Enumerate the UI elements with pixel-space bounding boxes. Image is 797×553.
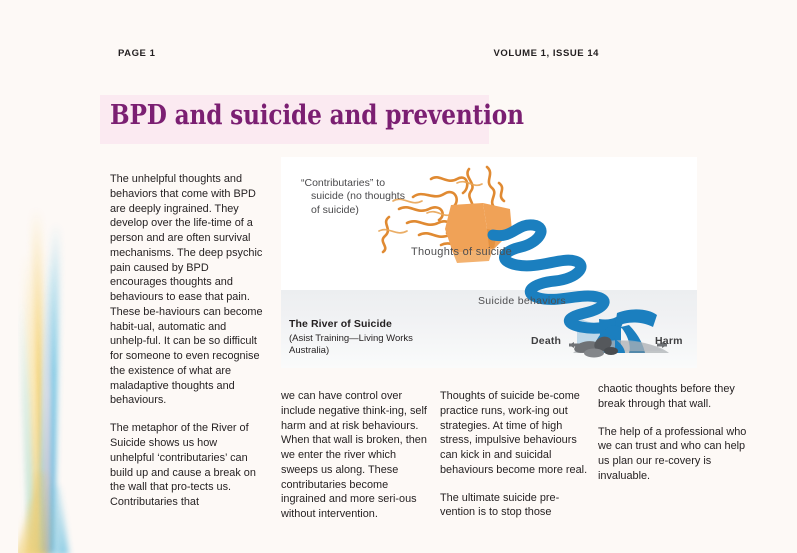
figure-label-contributaries-line1: “Contributaries” to — [301, 177, 386, 189]
figure-label-suicide-behaviors: Suicide behaviors — [478, 295, 566, 307]
body-column-1 — [110, 172, 264, 510]
body-column-4 — [598, 382, 750, 484]
paragraph: The unhelpful thoughts and behaviors that come with BPD are deeply ingrained. They develop over the life-time of a person and are often survival mechanisms. The deep psychic pain caused by BPD encourages thoughts and behaviours to ease that pain. These be-haviours can become habit-ual, automatic and unhelp-ful. It can be so difficult for someone to even recognise the existence of what are maladaptive thoughts and behaviours. — [110, 173, 263, 407]
figure-caption-title: The River of Suicide — [289, 317, 392, 330]
ribbon-stripe-gold — [31, 208, 49, 553]
paragraph: The metaphor of the River of Suicide shows us how unhelpful ‘contributaries’ can build up and cause a break on the wall that pro-tects us. Contributaries that — [110, 422, 256, 509]
ribbon-stripe-pale-gold — [23, 253, 41, 553]
paragraph: Thoughts of suicide be-come practice runs, work-ing out strategies. At time of high stress, impulsive behaviours can kick in and suicidal behaviours become more real. — [440, 390, 588, 476]
ribbon-splay-blue — [39, 486, 69, 553]
figure-label-contributaries — [301, 177, 405, 217]
decorative-ribbon-graphic — [18, 150, 108, 553]
paragraph: chaotic thoughts before they break through that wall. — [598, 383, 735, 410]
volume-issue-label: VOLUME 1, ISSUE 14 — [493, 48, 599, 59]
figure-label-contributaries-line3: of suicide) — [311, 203, 359, 216]
figure-label-contributaries-line2: suicide (no thoughts — [311, 190, 405, 203]
figure-label-thoughts-of-suicide: Thoughts of suicide — [411, 246, 513, 258]
ribbon-splay-pale — [18, 501, 52, 553]
body-column-3 — [440, 389, 590, 520]
river-of-suicide-figure — [281, 157, 697, 368]
running-head — [118, 48, 711, 59]
ribbon-stripe-teal — [19, 298, 36, 553]
headline-banner — [100, 95, 524, 144]
figure-caption-source: (Asist Training—Living Works Australia) — [289, 332, 413, 357]
page-number-label: PAGE 1 — [118, 48, 156, 59]
paragraph: The ultimate suicide pre-vention is to stop those — [440, 491, 560, 519]
figure-label-harm: Harm — [655, 335, 683, 347]
ribbon-stripe-pale-blue — [38, 253, 53, 553]
figure-label-death: Death — [531, 335, 562, 347]
figure-caption — [289, 318, 421, 358]
paragraph: we can have control over include negative think-ing, self harm and at risk behaviours. When that wall is broken, then we enter the river which sweeps us along. These contributaries become ingrained and more seri-ous without intervention. — [281, 390, 427, 521]
paragraph: The help of a professional who we can trust and who can help us plan our re-covery is invaluable. — [598, 425, 747, 482]
river-path — [493, 225, 617, 328]
ribbon-stripe-pink — [45, 285, 50, 553]
ribbon-stripe-blue — [45, 223, 61, 553]
article-title: BPD and suicide and prevention — [110, 100, 524, 131]
ribbon-splay-gold — [23, 471, 62, 553]
body-column-2 — [281, 389, 431, 522]
